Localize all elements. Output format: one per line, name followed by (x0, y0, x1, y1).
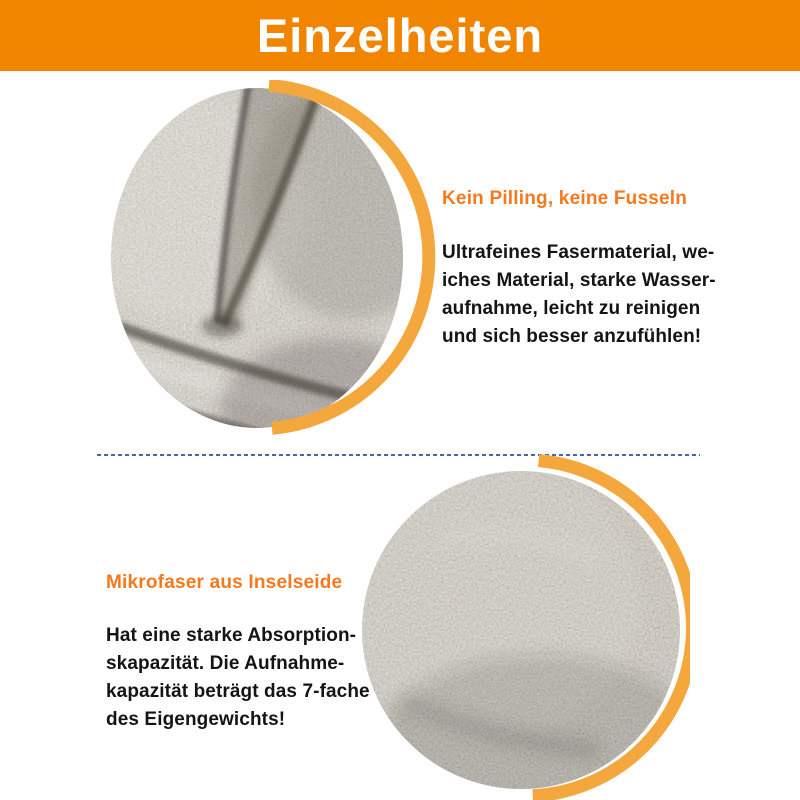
section2-body-line: skapazität. Die Aufnahme- (106, 653, 345, 674)
flat-fabric-photo (340, 450, 690, 800)
section2-body (106, 622, 370, 734)
section2-body-line: des Eigengewichts! (106, 709, 286, 730)
section2-heading: Mikrofaser aus Inselseide (106, 572, 343, 593)
section1-body-line: Ultrafeines Fasermaterial, we- (442, 242, 715, 263)
section2-body-line: kapazität beträgt das 7-fache (106, 681, 370, 702)
section1-heading: Kein Pilling, keine Fusseln (442, 188, 688, 209)
section1-body-line: aufnahme, leicht zu reinigen (442, 298, 701, 319)
folded-fabric-texture (80, 80, 440, 436)
folded-fabric-photo (80, 80, 440, 436)
section1-body (442, 239, 716, 351)
section1-body-line: und sich besser anzufühlen! (442, 326, 702, 347)
page-title: Einzelheiten (256, 9, 544, 62)
banner (0, 0, 800, 71)
section1-body-line: iches Material, starke Wasser- (442, 270, 716, 291)
section2-body-line: Hat eine starke Absorption- (106, 625, 357, 646)
